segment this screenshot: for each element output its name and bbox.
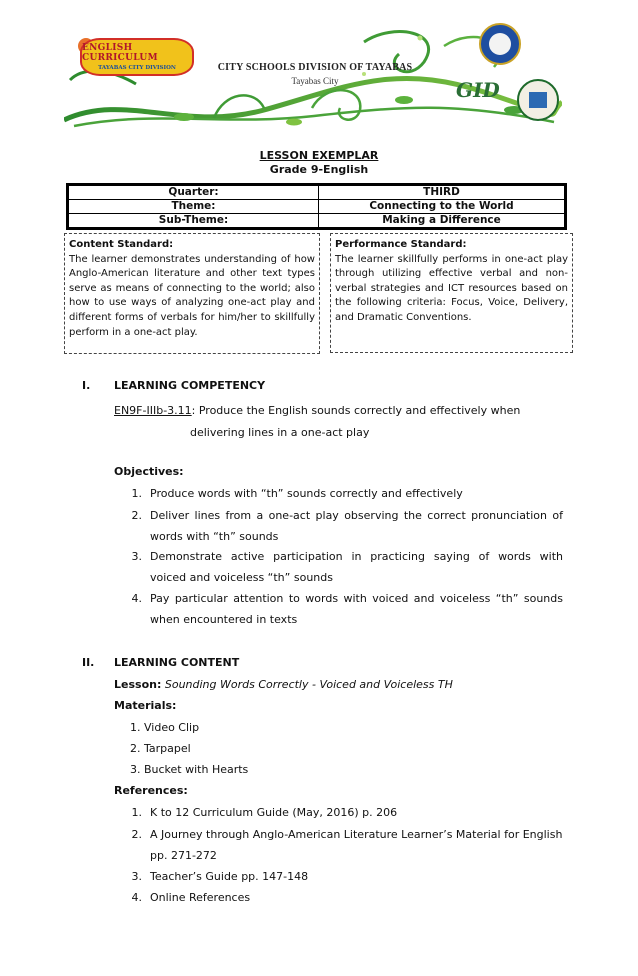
objective-4-text-cont: when encountered in texts: [150, 613, 298, 626]
logo-left-line2: TAYABAS CITY DIVISION: [98, 65, 176, 71]
division-title: CITY SCHOOLS DIVISION OF TAYABAS: [217, 62, 413, 73]
objective-2-text-cont: words with “th” sounds: [150, 530, 279, 543]
document-title: LESSON EXEMPLAR: [259, 149, 379, 162]
competency-text-cont: delivering lines in a one-act play: [190, 426, 370, 439]
reference-2-text: A Journey through Anglo-American Literature Learner’s Material for English: [150, 828, 563, 841]
section2-numeral: II.: [82, 656, 95, 669]
materials-label: Materials:: [114, 699, 177, 712]
objective-2-text: Deliver lines from a one-act play observing the correct pronunciation of: [150, 509, 563, 522]
reference-number: 4.: [131, 891, 142, 904]
document-subtitle: Grade 9-English: [269, 163, 369, 176]
competency-code: EN9F-IIIb-3.11: [114, 404, 192, 417]
performance-standard-text: The learner skillfully performs in one-act play through utilizing effective verbal and non-verbal strategies and ICT resources based on the following criteria: Focus, Voice, Delivery, and Dramatic Conventions.: [335, 253, 568, 323]
section2-title: LEARNING CONTENT: [114, 656, 240, 669]
objective-number: 4.: [131, 592, 142, 605]
competency-line: [114, 404, 520, 418]
table-row: [68, 214, 566, 229]
performance-standard-box: [330, 233, 573, 353]
reference-2-text-cont: pp. 271-272: [150, 849, 217, 862]
material-item: 2. Tarpapel: [130, 742, 191, 755]
subtheme-label: Sub-Theme:: [68, 214, 319, 229]
reference-1-text: K to 12 Curriculum Guide (May, 2016) p. 206: [150, 806, 398, 819]
subtheme-value: Making a Difference: [319, 214, 566, 229]
lesson-info-table: [66, 183, 567, 230]
theme-value: Connecting to the World: [319, 200, 566, 214]
reference-3-text: Teacher’s Guide pp. 147-148: [150, 870, 309, 883]
english-curriculum-logo: [66, 24, 194, 94]
objective-4-text: Pay particular attention to words with voiced and voiceless “th” sounds: [150, 592, 563, 605]
material-item: 1. Video Clip: [130, 721, 200, 734]
reference-number: 2.: [131, 828, 142, 841]
objectives-label: Objectives:: [114, 465, 184, 478]
objective-3-text: Demonstrate active participation in practicing saying of words with: [150, 550, 563, 563]
content-standard-heading: Content Standard:: [69, 239, 174, 250]
performance-standard-heading: Performance Standard:: [335, 239, 467, 250]
objective-number: 3.: [131, 550, 142, 563]
theme-label: Theme:: [68, 200, 319, 214]
table-row: [68, 185, 566, 200]
objective-3-text-cont: voiced and voiceless “th” sounds: [150, 571, 333, 584]
content-standard-box: [64, 233, 320, 354]
references-label: References:: [114, 784, 188, 797]
section1-numeral: I.: [82, 379, 91, 392]
objective-1-text: Produce words with “th” sounds correctly and effectively: [150, 487, 463, 500]
quarter-value: THIRD: [319, 185, 566, 200]
reference-number: 3.: [131, 870, 142, 883]
logo-left-line1: ENGLISH CURRICULUM: [82, 43, 158, 63]
content-standard-text: The learner demonstrates understanding of how Anglo-American literature and other text types serve as means of connecting to the world; also how to use ways of analyzing one-act play and different forms of verbals for him/her to skillfully perform in a one-act play.: [69, 253, 315, 338]
objective-number: 1.: [131, 487, 142, 500]
competency-text: : Produce the English sounds correctly and effectively when: [191, 404, 521, 417]
reference-number: 1.: [131, 806, 142, 819]
section1-title: LEARNING COMPETENCY: [114, 379, 266, 392]
lesson-title: Sounding Words Correctly - Voiced and Voiceless TH: [164, 678, 453, 691]
lesson-label: Lesson:: [114, 678, 162, 691]
gid-logo: GID: [456, 78, 500, 102]
material-item: 3. Bucket with Hearts: [130, 763, 249, 776]
division-city: Tayabas City: [291, 76, 339, 86]
objective-number: 2.: [131, 509, 142, 522]
reference-4-text: Online References: [150, 891, 251, 904]
quarter-label: Quarter:: [68, 185, 319, 200]
lesson-line: [114, 678, 453, 692]
table-row: [68, 200, 566, 214]
